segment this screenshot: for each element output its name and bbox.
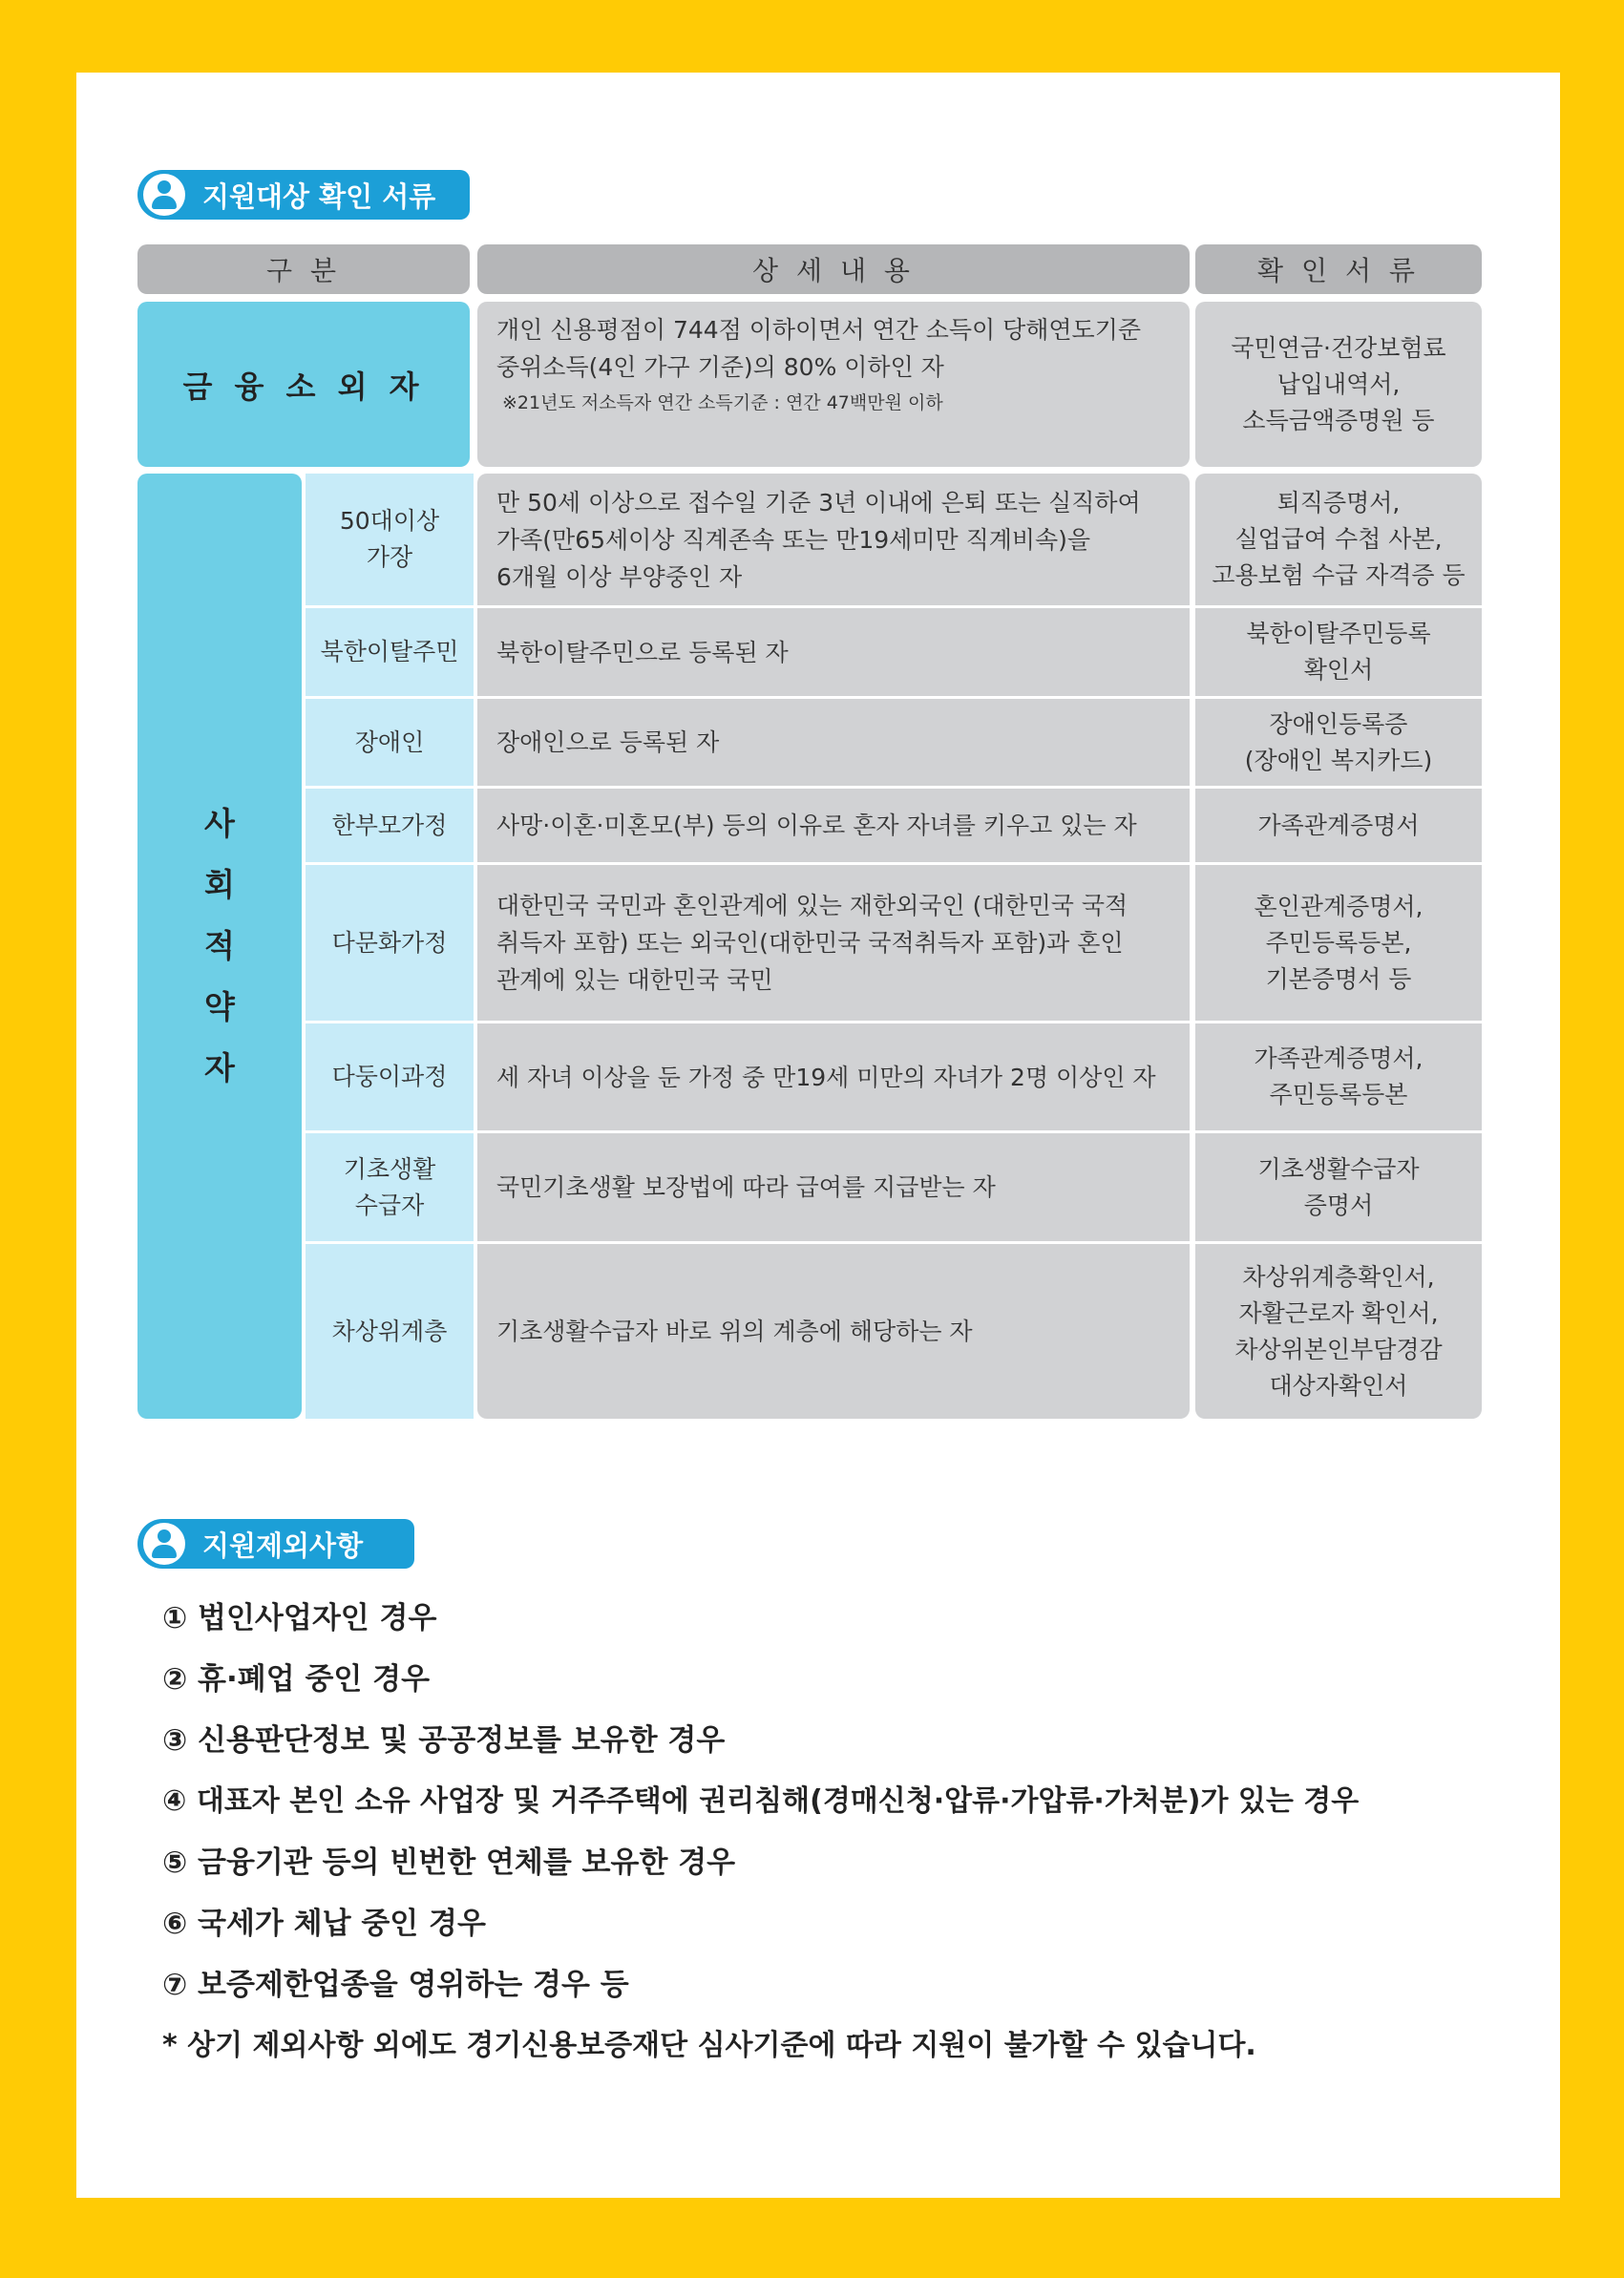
docs-basic-livelihood	[1195, 1133, 1482, 1241]
desc-line: 대한민국 국민과 혼인관계에 있는 재한외국인 (대한민국 국적	[496, 892, 1128, 919]
exclusion-footnote: * 상기 제외사항 외에도 경기신용보증재단 심사기준에 따라 지원이 불가할 수 있습니다.	[162, 2029, 1256, 2062]
doc-line: 주민등록등본	[1269, 1081, 1408, 1108]
exclusion-item: ③ 신용판단정보 및 공공정보를 보유한 경우	[162, 1723, 726, 1758]
doc-line: 기본증명서 등	[1265, 964, 1412, 993]
desc-line: 세 자녀 이상을 둔 가정 중 만19세 미만의 자녀가 2명 이상인 자	[496, 1063, 1156, 1091]
exclusion-item: ④ 대표자 본인 소유 사업장 및 거주주택에 권리침해(경매신청·압류·가압류·가처분)가 있는 경우	[162, 1784, 1360, 1818]
income-note: ※21년도 저소득자 연간 소득기준 : 연간 47백만원 이하	[502, 392, 943, 413]
sub-label: 차상위계층	[331, 1317, 448, 1345]
doc-line: 장애인등록증	[1269, 709, 1408, 738]
category-social-vulnerable	[137, 474, 302, 1419]
desc-north-korean-defector	[477, 608, 1190, 696]
sub-label: 가장	[366, 543, 413, 571]
desc-single-parent	[477, 789, 1190, 862]
category-char: 사	[204, 805, 235, 842]
docs-multicultural	[1195, 865, 1482, 1021]
doc-line: 차상위계층확인서,	[1242, 1262, 1435, 1291]
financial-documents	[1195, 302, 1482, 467]
document-page	[76, 73, 1560, 2198]
header-documents: 확 인 서 류	[1195, 244, 1482, 294]
docs-disabled	[1195, 699, 1482, 786]
doc-line: (장애인 복지카드)	[1244, 746, 1433, 774]
doc-line: 기초생활수급자	[1257, 1154, 1420, 1183]
exclusion-item: ⑤ 금융기관 등의 빈번한 연체를 보유한 경우	[162, 1846, 736, 1880]
desc-multi-child	[477, 1023, 1190, 1130]
doc-line: 북한이탈주민등록	[1246, 620, 1431, 647]
exclusion-item: ⑦ 보증제한업종을 영위하는 경우 등	[162, 1968, 629, 2002]
docs-single-parent	[1195, 789, 1482, 862]
doc-line: 확인서	[1303, 656, 1374, 684]
desc-line: 취득자 포함) 또는 외국인(대한민국 국적취득자 포함)과 혼인	[496, 929, 1124, 957]
doc-line: 가족관계증명서,	[1254, 1044, 1424, 1072]
sub-label: 장애인	[354, 728, 425, 756]
docs-north-korean-defector	[1195, 608, 1482, 696]
category-char: 자	[204, 1049, 235, 1086]
desc-line: 국민기초생활 보장법에 따라 급여를 지급받는 자	[496, 1173, 996, 1201]
doc-line: 대상자확인서	[1269, 1371, 1408, 1400]
desc-line: 중위소득(4인 가구 기준)의 80% 이하인 자	[496, 353, 944, 381]
doc-line: 증명서	[1303, 1191, 1374, 1219]
category-financial-excluded	[137, 302, 470, 467]
section-title-support-docs	[137, 170, 470, 220]
category-char: 약	[204, 988, 235, 1025]
doc-line: 자활근로자 확인서,	[1238, 1298, 1439, 1327]
desc-line: 기초생활수급자 바로 위의 계층에 해당하는 자	[496, 1318, 973, 1345]
sub-near-poverty	[306, 1244, 474, 1419]
docs-50plus-head	[1195, 474, 1482, 605]
sub-single-parent	[306, 789, 474, 862]
sub-label: 수급자	[354, 1191, 425, 1219]
exclusion-item: ⑥ 국세가 체납 중인 경우	[162, 1907, 486, 1941]
desc-near-poverty	[477, 1244, 1190, 1419]
desc-line: 가족(만65세이상 직계존속 또는 만19세미만 직계비속)을	[496, 525, 1091, 554]
doc-line: 소득금액증명원 등	[1242, 406, 1435, 434]
category-label: 금 융 소 외 자	[182, 368, 425, 405]
sub-multi-child	[306, 1023, 474, 1130]
docs-multi-child	[1195, 1023, 1482, 1130]
sub-label: 기초생활	[343, 1154, 436, 1183]
section-title-text: 지원제외사항	[202, 1529, 364, 1562]
header-details: 상 세 내 용	[477, 244, 1190, 294]
docs-near-poverty	[1195, 1244, 1482, 1419]
exclusion-item: ① 법인사업자인 경우	[162, 1601, 437, 1635]
exclusion-item: ② 휴·폐업 중인 경우	[162, 1662, 431, 1697]
doc-line: 차상위본인부담경감	[1234, 1335, 1443, 1363]
doc-line: 퇴직증명서,	[1276, 489, 1401, 517]
sub-basic-livelihood	[306, 1133, 474, 1241]
desc-multicultural	[477, 865, 1190, 1021]
desc-basic-livelihood	[477, 1133, 1190, 1241]
sub-multicultural	[306, 865, 474, 1021]
desc-disabled	[477, 699, 1190, 786]
desc-line: 장애인으로 등록된 자	[496, 728, 720, 756]
doc-line: 혼인관계증명서,	[1254, 892, 1424, 920]
category-char: 회	[204, 866, 235, 903]
sub-label: 북한이탈주민	[320, 638, 459, 665]
desc-line: 6개월 이상 부양중인 자	[496, 562, 743, 591]
desc-line: 만 50세 이상으로 접수일 기준 3년 이내에 은퇴 또는 실직하여	[496, 488, 1141, 517]
sub-label: 다문화가정	[331, 928, 448, 957]
desc-line: 개인 신용평점이 744점 이하이면서 연간 소득이 당해연도기준	[496, 316, 1141, 344]
sub-50plus-head	[306, 474, 474, 605]
doc-line: 고용보험 수급 자격증 등	[1212, 561, 1466, 589]
header-category: 구 분	[137, 244, 470, 294]
section-title-text: 지원대상 확인 서류	[202, 179, 436, 213]
person-icon	[143, 1523, 185, 1565]
financial-description	[477, 302, 1190, 467]
sub-label: 50대이상	[339, 507, 440, 535]
doc-line: 납입내역서,	[1276, 369, 1401, 398]
desc-line: 사망·이혼·미혼모(부) 등의 이유로 혼자 자녀를 키우고 있는 자	[496, 812, 1137, 839]
doc-line: 가족관계증명서	[1257, 811, 1420, 839]
sub-north-korean-defector	[306, 608, 474, 696]
sub-label: 다둥이과정	[331, 1063, 448, 1090]
desc-line: 관계에 있는 대한민국 국민	[496, 966, 773, 994]
desc-line: 북한이탈주민으로 등록된 자	[496, 638, 789, 666]
person-icon	[143, 174, 185, 216]
doc-line: 실업급여 수첩 사본,	[1234, 525, 1443, 553]
doc-line: 국민연금·건강보험료	[1231, 333, 1446, 362]
desc-50plus-head	[477, 474, 1190, 605]
category-char: 적	[204, 927, 235, 964]
sub-label: 한부모가정	[331, 811, 448, 839]
section-title-exclusions	[137, 1519, 414, 1569]
sub-disabled	[306, 699, 474, 786]
doc-line: 주민등록등본,	[1265, 928, 1412, 957]
